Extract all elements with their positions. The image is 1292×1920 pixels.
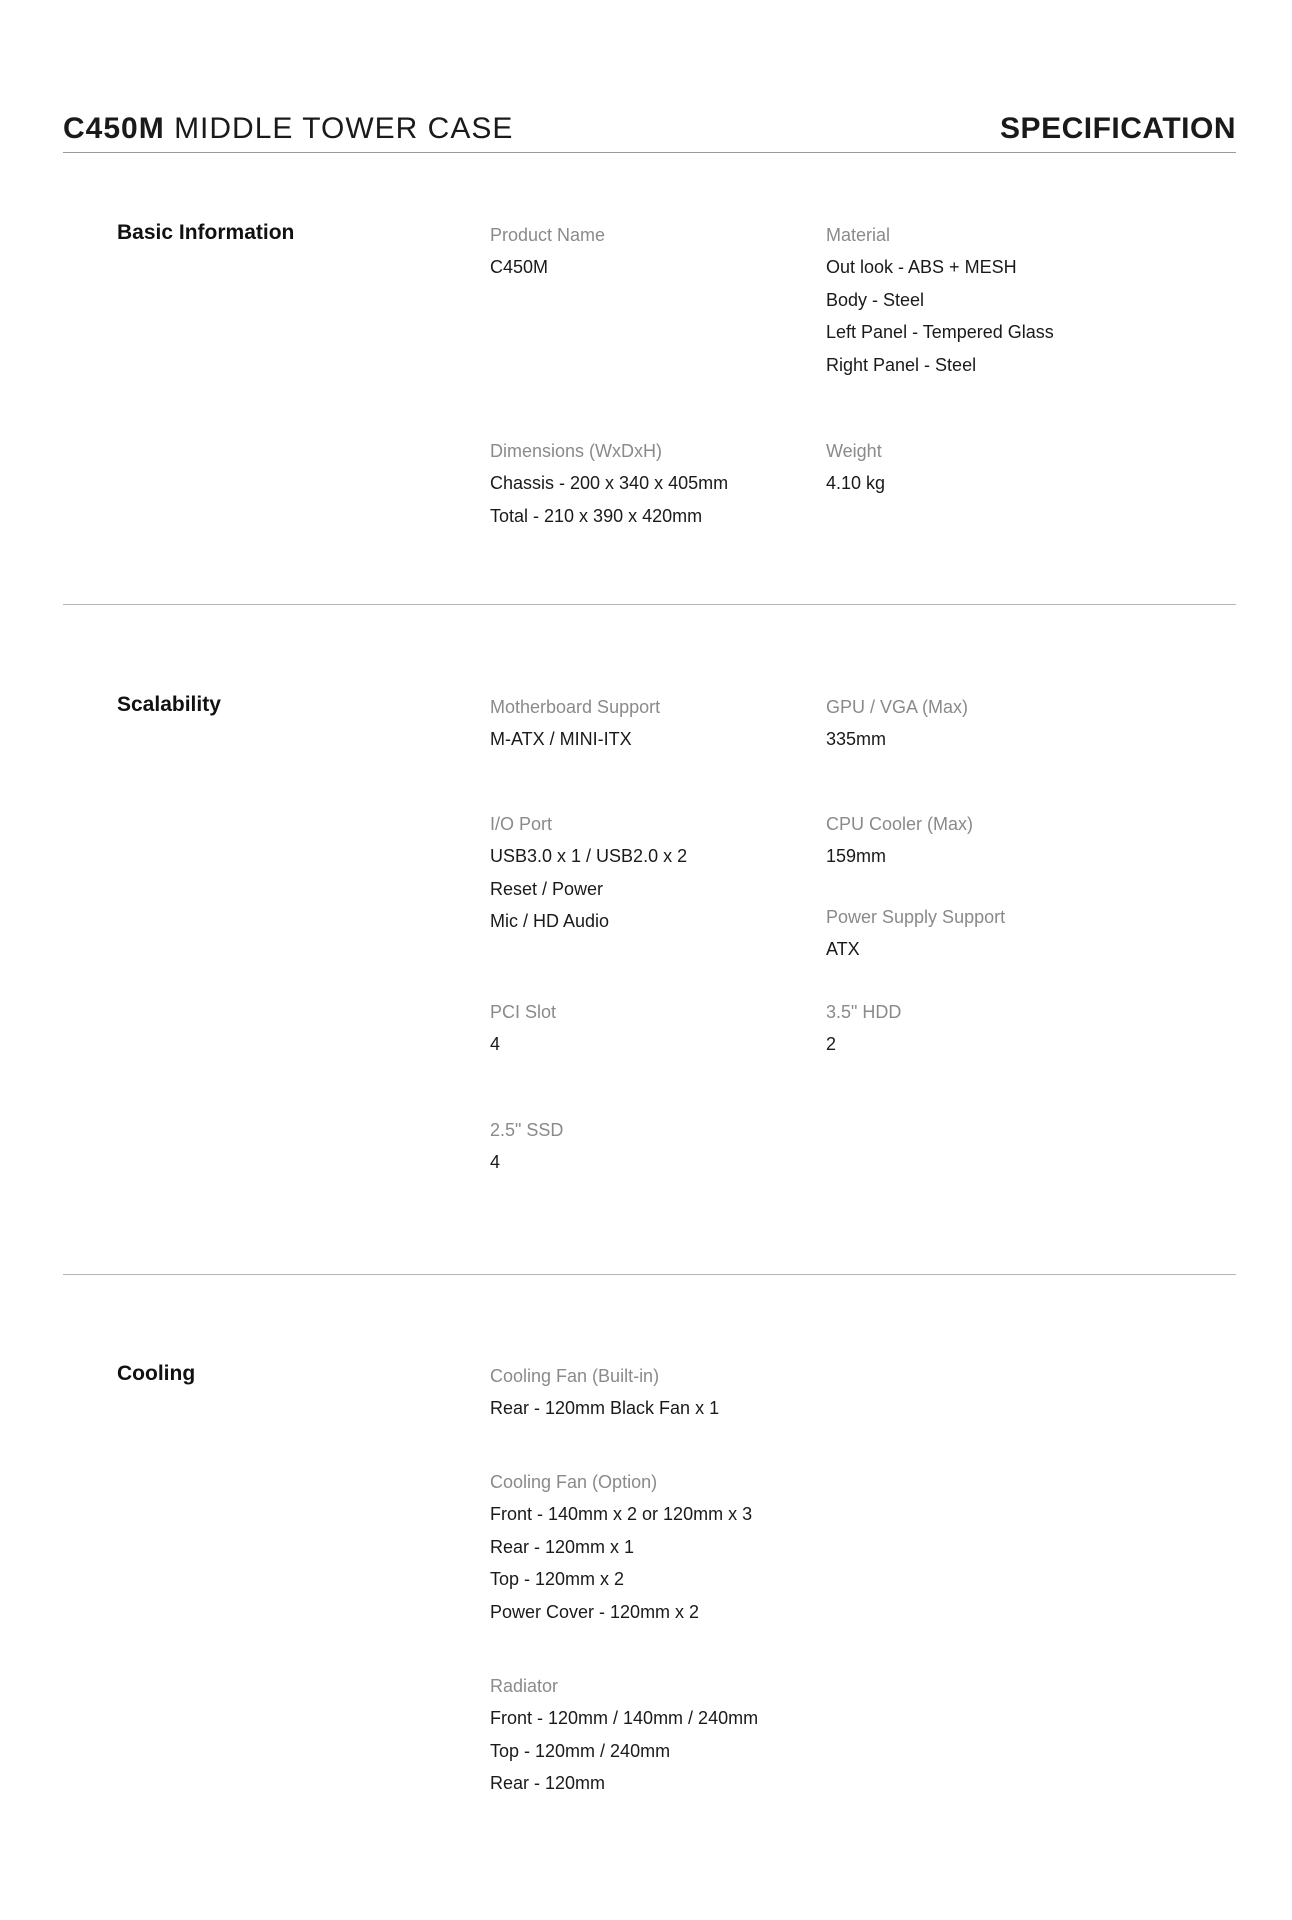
field-value-line: 4.10 kg — [826, 473, 886, 493]
field-value-line: Total - 210 x 390 x 420mm — [490, 505, 703, 526]
field-values — [826, 933, 1156, 966]
page-header — [63, 108, 1236, 153]
field-ssd — [490, 1114, 820, 1179]
section-title-basic-information: Basic Information — [117, 221, 295, 244]
field-dimensions — [490, 435, 820, 532]
field-label: I/O Port — [490, 814, 553, 834]
field-value-line: Mic / HD Audio — [490, 911, 610, 931]
field-value-line: 2 — [826, 1034, 837, 1054]
field-cooling-fan-built-in — [490, 1360, 820, 1425]
field-value-line: Front - 120mm / 140mm / 240mm — [490, 1708, 759, 1728]
field-value-line: 335mm — [826, 729, 887, 749]
field-value-line: Body - Steel — [826, 289, 925, 310]
field-values — [826, 840, 1156, 873]
field-values — [826, 723, 1156, 756]
field-value-line: Front - 140mm x 2 or 120mm x 3 — [490, 1504, 753, 1524]
field-value-line: Rear - 120mm Black Fan x 1 — [490, 1398, 720, 1418]
field-value-line: Right Panel - Steel — [826, 354, 977, 375]
field-value-line: USB3.0 x 1 / USB2.0 x 2 — [490, 846, 688, 866]
section-divider — [63, 1274, 1236, 1275]
field-value-line: Rear - 120mm — [490, 1773, 606, 1793]
field-gpu-max — [826, 691, 1156, 756]
field-values — [826, 1028, 1156, 1061]
field-value-line: M-ATX / MINI-ITX — [490, 729, 632, 749]
section-title-cooling: Cooling — [117, 1362, 196, 1385]
field-values — [490, 1702, 820, 1800]
field-values — [490, 467, 820, 532]
field-product-name — [490, 219, 820, 284]
field-hdd — [826, 996, 1156, 1061]
field-label: Radiator — [490, 1676, 559, 1696]
field-label: Weight — [826, 441, 882, 461]
field-label: Cooling Fan (Built-in) — [490, 1366, 660, 1386]
field-pci-slot — [490, 996, 820, 1061]
field-label: Product Name — [490, 225, 606, 245]
field-label: Motherboard Support — [490, 697, 661, 717]
field-values — [490, 1028, 820, 1061]
page-title — [63, 112, 513, 146]
field-value-line: Chassis - 200 x 340 x 405mm — [490, 473, 729, 493]
field-label: 2.5" SSD — [490, 1120, 564, 1140]
field-value-line: Left Panel - Tempered Glass — [826, 322, 1054, 342]
field-value-line: Top - 120mm / 240mm — [490, 1740, 671, 1761]
field-value-line: ATX — [826, 939, 860, 959]
field-value-line: Top - 120mm x 2 — [490, 1569, 625, 1589]
field-values — [490, 1392, 820, 1425]
field-label: CPU Cooler (Max) — [826, 814, 974, 834]
field-power-supply-support — [826, 901, 1156, 966]
field-values — [826, 467, 1156, 500]
field-value-line: Rear - 120mm x 1 — [490, 1536, 635, 1557]
field-value-line: Power Cover - 120mm x 2 — [490, 1601, 700, 1622]
field-values — [490, 723, 820, 756]
spec-heading: SPECIFICATION — [1000, 112, 1236, 145]
field-cooling-fan-option — [490, 1466, 820, 1628]
field-value-line: Reset / Power — [490, 878, 604, 899]
field-io-port — [490, 808, 820, 938]
field-weight — [826, 435, 1156, 500]
section-title-scalability: Scalability — [117, 693, 221, 716]
field-value-line: 4 — [490, 1152, 501, 1172]
field-cpu-cooler-max — [826, 808, 1156, 873]
model-name: C450M — [63, 112, 165, 145]
field-label: Cooling Fan (Option) — [490, 1472, 658, 1492]
field-label: PCI Slot — [490, 1002, 557, 1022]
field-value-line: C450M — [490, 257, 549, 277]
field-value-line: Out look - ABS + MESH — [826, 257, 1017, 277]
field-values — [826, 251, 1156, 381]
field-label: Material — [826, 225, 891, 245]
field-values — [490, 1498, 820, 1628]
field-values — [490, 251, 820, 284]
field-label: Dimensions (WxDxH) — [490, 441, 663, 461]
field-label: 3.5" HDD — [826, 1002, 902, 1022]
field-values — [490, 840, 820, 938]
spec-sheet — [63, 0, 1236, 1920]
field-value-line: 4 — [490, 1034, 501, 1054]
field-values — [490, 1146, 820, 1179]
field-label: Power Supply Support — [826, 907, 1006, 927]
field-motherboard-support — [490, 691, 820, 756]
field-value-line: 159mm — [826, 846, 887, 866]
field-label: GPU / VGA (Max) — [826, 697, 969, 717]
section-divider — [63, 604, 1236, 605]
field-radiator — [490, 1670, 820, 1800]
product-type: MIDDLE TOWER CASE — [174, 112, 514, 145]
field-material — [826, 219, 1156, 381]
